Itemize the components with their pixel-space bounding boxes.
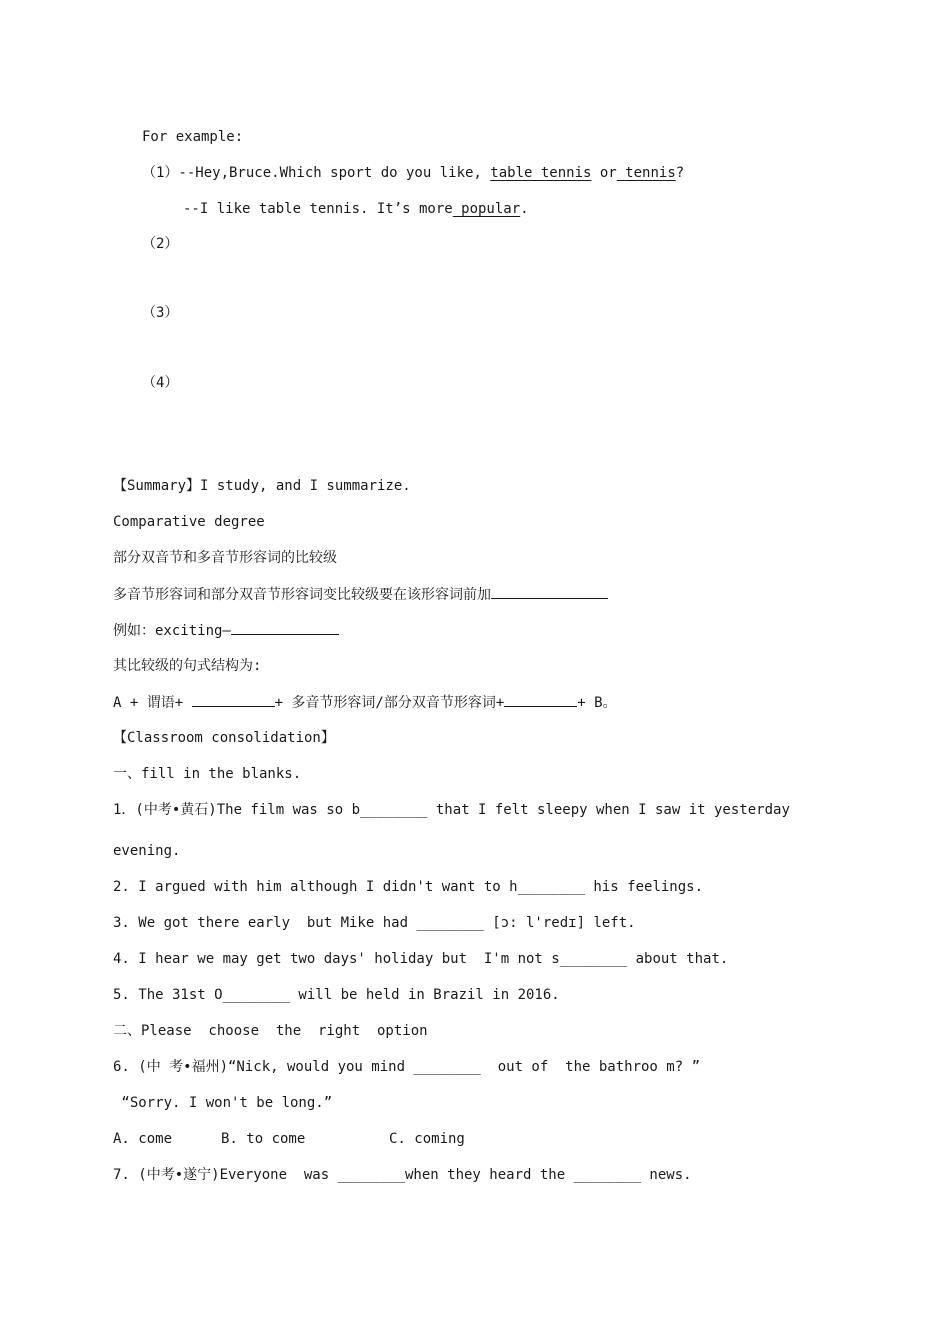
example-item-1-answer: [183, 199, 529, 219]
question-5: 5. The 31st O________ will be held in Brazil in 2016.: [113, 987, 560, 1003]
summary-formula-blank-2[interactable]: [504, 692, 577, 707]
summary-example-blank[interactable]: [231, 620, 339, 635]
question-3: 3. We got there early but Mike had ________ [ɔ: l'redɪ] left.: [113, 915, 636, 931]
example-item-1: [142, 163, 684, 183]
example-item-1-answer-prefix: --I like table tennis. It’s more: [183, 201, 453, 217]
question-4: 4. I hear we may get two days' holiday but I'm not s________ about that.: [113, 951, 729, 967]
summary-line-rule: [113, 584, 608, 605]
summary-line-example: [113, 620, 339, 641]
summary-formula-blank-1[interactable]: [192, 692, 275, 707]
example-item-1-prefix: （1）--Hey,Bruce.Which sport do you like,: [142, 165, 491, 181]
example-item-1-option-1: table tennis: [490, 165, 592, 181]
summary-line-formula: [113, 692, 617, 713]
example-item-4: （4）: [142, 375, 179, 391]
example-item-3: （3）: [142, 305, 179, 321]
summary-line-structure: 其比较级的句式结构为:: [113, 658, 262, 674]
example-item-2: （2）: [142, 236, 179, 252]
example-item-1-option-2: tennis: [616, 165, 676, 181]
example-heading: For example:: [142, 129, 244, 145]
question-6-option-a: A. come: [113, 1131, 173, 1147]
summary-formula-b: + 多音节形容词/部分双音节形容词+: [274, 695, 505, 711]
summary-formula-c: + B。: [577, 695, 617, 711]
summary-line-comparative: Comparative degree: [113, 514, 265, 530]
part-1-heading: 一、fill in the blanks.: [113, 766, 302, 782]
question-7: 7. (中考•遂宁)Everyone was ________when they heard the ________ news.: [113, 1167, 692, 1183]
question-6-line-2: “Sorry. I won't be long.”: [113, 1095, 333, 1111]
consolidation-heading: 【Classroom consolidation】: [113, 730, 335, 746]
question-6-line-1: 6. (中 考•福州)“Nick, would you mind ________ out of the bathroo m? ”: [113, 1059, 701, 1075]
summary-rule-text: 多音节形容词和部分双音节形容词变比较级要在该形容词前加: [113, 587, 491, 603]
example-item-1-answer-end: .: [520, 201, 529, 217]
question-6-option-b: B. to come: [221, 1131, 306, 1147]
summary-formula-a: A + 谓语+: [113, 695, 192, 711]
part-2-heading: 二、Please choose the right option: [113, 1023, 428, 1039]
summary-rule-blank[interactable]: [491, 584, 608, 599]
question-2: 2. I argued with him although I didn't want to h________ his feelings.: [113, 879, 704, 895]
summary-heading: 【Summary】I study, and I summarize.: [113, 478, 411, 494]
example-item-1-or: or: [591, 165, 617, 181]
summary-example-text: 例如：exciting—: [113, 623, 231, 639]
example-item-1-end: ?: [675, 165, 685, 181]
summary-line-title-cn: 部分双音节和多音节形容词的比较级: [113, 550, 337, 566]
question-1-line-1: 1．(中考•黄石)The film was so b________ that I felt sleepy when I saw it yesterday: [113, 802, 790, 818]
example-item-1-answer-word: popular: [452, 201, 521, 217]
question-6-option-c: C. coming: [389, 1131, 465, 1147]
question-1-line-2: evening.: [113, 843, 181, 859]
